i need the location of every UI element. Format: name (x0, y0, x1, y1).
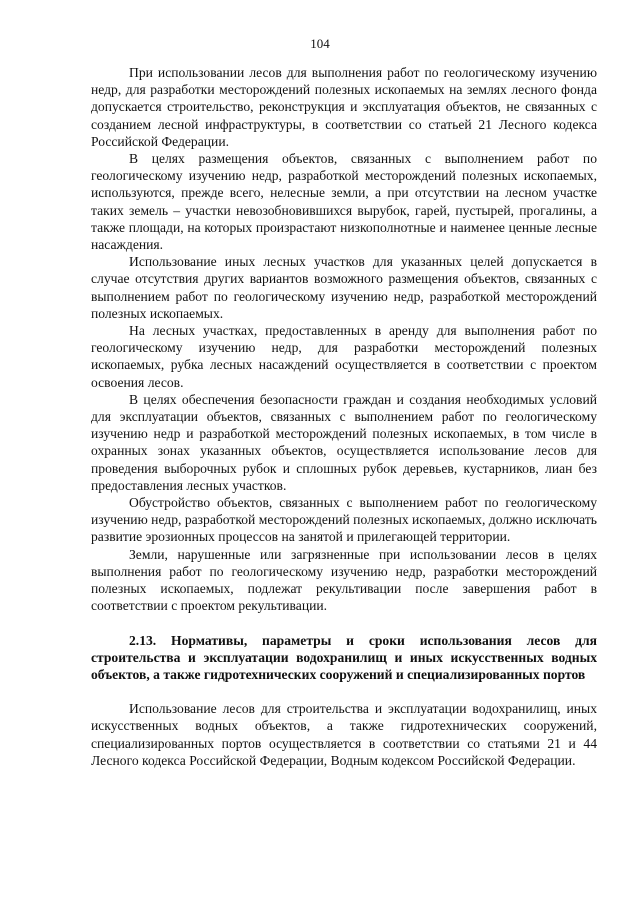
page-number: 104 (310, 36, 330, 51)
section-heading: 2.13. Нормативы, параметры и сроки использования лесов для строительства и эксплуатации водохранилищ и иных искусственных водных объектов, а также гидротехнических сооружений и специализированных портов (91, 632, 597, 682)
document-body (91, 64, 597, 769)
paragraph-6: Обустройство объектов, связанных с выполнением работ по геологическому изучению недр, разработкой месторождений полезных ископаемых, должно исключать развитие эрозионных процессов на занятой и прилегающей территории. (91, 495, 597, 545)
paragraph-1: При использовании лесов для выполнения работ по геологическому изучению недр, для разработки месторождений полезных ископаемых на землях лесного фонда допускается строительство, реконструкция и эксплуатация объектов, не связанных с созданием лесной инфраструктуры, в соответствии со статьей 21 Лесного кодекса Российской Федерации. (91, 65, 597, 149)
paragraph-3: Использование иных лесных участков для указанных целей допускается в случае отсутствия других вариантов возможного размещения объектов, связанных с выполнением работ по геологическому изучению недр, разработкой месторождений полезных ископаемых. (91, 254, 597, 321)
final-paragraph: Использование лесов для строительства и эксплуатации водохранилищ, иных искусственных водных объектов, а также гидротехнических сооружений, специализированных портов осуществляется в соответствии со статьями 21 и 44 Лесного кодекса Российской Федерации, Водным кодексом Российской Федерации. (91, 701, 597, 768)
paragraph-2: В целях размещения объектов, связанных с выполнением работ по геологическому изучению недр, разработкой месторождений полезных ископаемых, используются, прежде всего, нелесные земли, а при отсутствии на лесном участке таких земель – участки невозобновившихся вырубок, гарей, пустырей, прогалины, а также площади, на которых произрастают низкополнотные и наименее ценные лесные насаждения. (91, 151, 597, 253)
paragraph-4: На лесных участках, предоставленных в аренду для выполнения работ по геологическому изучению недр, для разработки месторождений полезных ископаемых, рубка лесных насаждений осуществляется в соответствии с проектом освоения лесов. (91, 323, 597, 390)
paragraph-7: Земли, нарушенные или загрязненные при использовании лесов в целях выполнения работ по геологическому изучению недр, разработки месторождений полезных ископаемых, подлежат рекультивации после завершения работ в соответствии с проектом рекультивации. (91, 546, 597, 614)
paragraph-5: В целях обеспечения безопасности граждан и создания необходимых условий для эксплуатации объектов, связанных с выполнением работ по геологическому изучению недр и разработкой месторождений полезных ископаемых, в том числе в охранных зонах указанных объектов, осуществляется использование лесов для проведения выборочных рубок и сплошных рубок деревьев, кустарников, лиан без предоставления лесных участков. (91, 391, 597, 493)
